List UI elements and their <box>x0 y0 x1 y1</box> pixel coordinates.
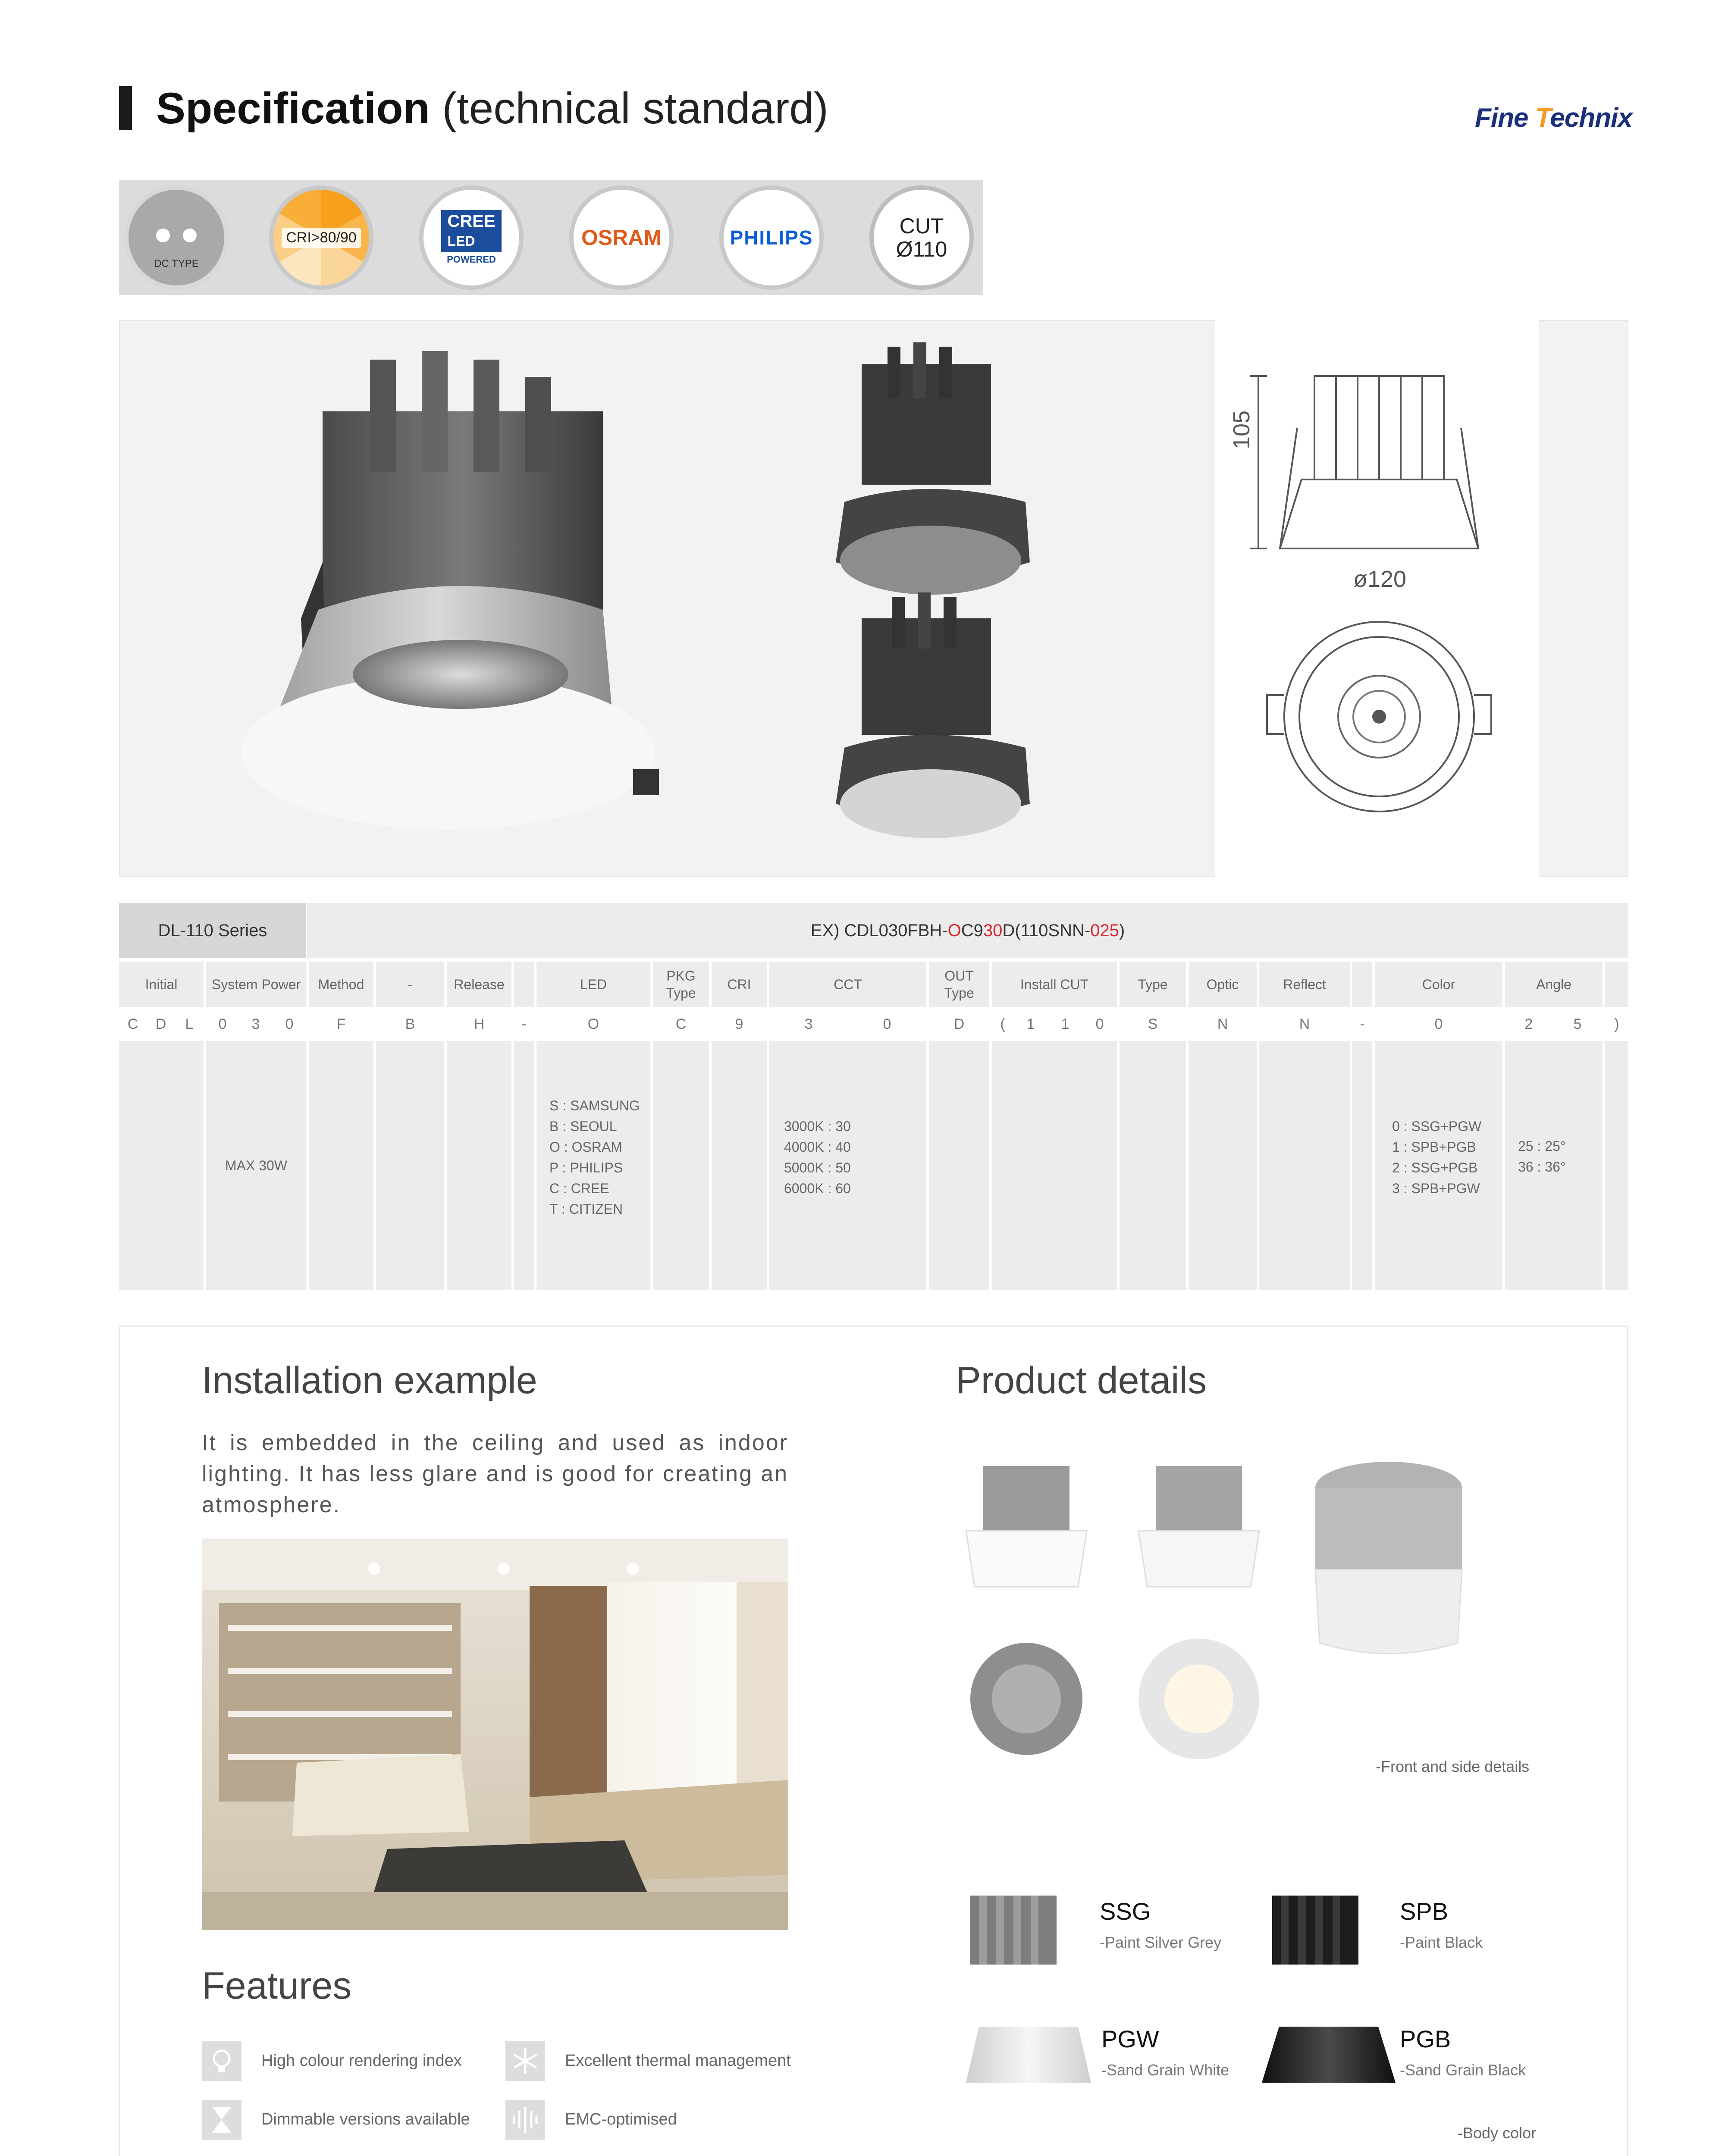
feature-label: Dimmable versions available <box>261 2110 470 2128</box>
cct-option: 6000K : 60 <box>784 1181 851 1196</box>
col-dash: - <box>376 962 444 1007</box>
detail-angle <box>1505 1041 1603 1290</box>
cct-option: 3000K : 30 <box>784 1119 851 1134</box>
diameter-dimension: ø120 <box>1353 566 1407 592</box>
code-letter: D <box>155 1015 166 1032</box>
color-code-pgb: PGB <box>1400 2025 1451 2053</box>
wave-icon <box>505 2100 545 2140</box>
title-strong: Specification <box>156 84 430 133</box>
col-angle: Angle <box>1505 962 1603 1007</box>
code-letter: N <box>1299 1015 1310 1032</box>
code-letter: 1 <box>1061 1015 1070 1032</box>
series-name: DL-110 Series <box>119 903 306 958</box>
technical-drawing <box>1215 320 1539 877</box>
example-code: EX) CDL030FBH- O C9 30 D(110SNN- 025 ) <box>307 903 1628 958</box>
led-option: S : SAMSUNG <box>549 1098 640 1113</box>
detail-reflect <box>1259 1041 1350 1290</box>
room-photo-image <box>202 1539 788 1930</box>
col-pkg-type: PKG Type <box>653 962 709 1007</box>
brand-logo <box>1475 103 1632 133</box>
color-code-spb: SPB <box>1400 1898 1449 1925</box>
cri-label: CRI>80/90 <box>282 228 361 248</box>
code-letter: ) <box>1614 1015 1619 1032</box>
features-title: Features <box>202 1964 352 2007</box>
hourglass-icon <box>202 2100 242 2140</box>
color-option: 1 : SPB+PGB <box>1392 1139 1476 1155</box>
cree-top: CREE <box>447 212 496 231</box>
code-letter: - <box>521 1015 527 1032</box>
cct-option: 4000K : 40 <box>784 1139 851 1155</box>
col-optic: Optic <box>1189 962 1257 1007</box>
code-letter: 0 <box>1095 1015 1104 1032</box>
color-desc-pgb: -Sand Grain Black <box>1400 2061 1526 2079</box>
code-letter: H <box>474 1015 485 1032</box>
body-color-caption: -Body color <box>1458 2124 1537 2142</box>
detail-gap-3 <box>1605 1041 1628 1290</box>
color-option: 0 : SSG+PGW <box>1392 1119 1482 1134</box>
col-method: Method <box>309 962 373 1007</box>
col-type: Type <box>1120 962 1186 1007</box>
code-letter: O <box>587 1015 599 1032</box>
code-letter: 0 <box>218 1015 227 1032</box>
detail-optic <box>1189 1041 1257 1290</box>
dimension-drawing <box>1215 320 1539 877</box>
col-gap-3 <box>1605 962 1628 1007</box>
cct-option: 5000K : 50 <box>784 1160 851 1175</box>
philips-logo: PHILIPS <box>730 226 813 249</box>
led-option: C : CREE <box>549 1181 609 1196</box>
angle-option: 25 : 25° <box>1518 1138 1566 1154</box>
brand-text-2: T <box>1535 103 1550 133</box>
color-code-pgw: PGW <box>1101 2025 1159 2053</box>
installation-title: Installation example <box>202 1359 537 1401</box>
cut-size-badge <box>869 185 974 290</box>
cree-badge <box>419 185 524 290</box>
col-system-power: System Power <box>206 962 306 1007</box>
title-light: (technical standard) <box>442 84 828 133</box>
code-letter: 2 <box>1524 1015 1533 1032</box>
detail-gap-1 <box>514 1041 534 1290</box>
code-letter: 9 <box>735 1015 743 1032</box>
led-option: O : OSRAM <box>549 1139 622 1155</box>
code-letter: 3 <box>804 1015 813 1032</box>
code-letter: D <box>953 1015 965 1032</box>
detail-pkg <box>653 1041 709 1290</box>
height-dimension: 105 <box>1229 410 1255 449</box>
code-letter: B <box>405 1015 415 1032</box>
col-color: Color <box>1375 962 1502 1007</box>
code-letter: L <box>185 1015 194 1032</box>
detail-cri <box>712 1041 767 1290</box>
detail-install <box>992 1041 1117 1290</box>
osram-badge <box>569 185 674 290</box>
detail-type <box>1120 1041 1186 1290</box>
code-letter: C <box>675 1015 687 1032</box>
col-led: LED <box>536 962 650 1007</box>
cree-powered: POWERED <box>447 254 496 265</box>
detail-power: MAX 30W <box>206 1041 306 1290</box>
code-letter: N <box>1217 1015 1228 1032</box>
color-desc-spb: -Paint Black <box>1400 1934 1483 1951</box>
col-reflect: Reflect <box>1259 962 1350 1007</box>
code-letter: 1 <box>1026 1015 1035 1032</box>
detail-gap-2 <box>1352 1041 1372 1290</box>
pgb-swatch <box>1258 2022 1400 2087</box>
detail-led <box>536 1041 650 1290</box>
detail-color <box>1375 1041 1502 1290</box>
led-option: P : PHILIPS <box>549 1160 623 1175</box>
col-cct: CCT <box>769 962 926 1007</box>
color-desc-pgw: -Sand Grain White <box>1101 2061 1229 2079</box>
code-letter: S <box>1148 1015 1158 1032</box>
spb-swatch <box>1268 1891 1363 1969</box>
color-code-ssg: SSG <box>1100 1898 1151 1925</box>
code-letter: 5 <box>1573 1015 1582 1032</box>
product-details-title: Product details <box>956 1359 1207 1401</box>
installation-room-photo <box>202 1539 788 1930</box>
product-detail-images <box>949 1457 1570 1768</box>
color-desc-ssg: -Paint Silver Grey <box>1100 1934 1222 1951</box>
installation-text: It is embedded in the ceiling and used as indoor lighting. It has less glare and is good for creating an atmosphere. <box>202 1430 788 1517</box>
cree-led: LED <box>447 233 475 249</box>
philips-badge <box>719 185 824 290</box>
cree-logo <box>441 210 501 252</box>
detail-out <box>929 1041 989 1290</box>
code-letter: 3 <box>251 1015 260 1032</box>
angle-option: 36 : 36° <box>1518 1159 1566 1175</box>
bulb-icon <box>202 2041 242 2081</box>
code-letter: 0 <box>285 1015 294 1032</box>
dc-type-badge <box>124 185 229 290</box>
code-letter: 0 <box>1434 1015 1443 1032</box>
col-gap-2 <box>1352 962 1372 1007</box>
front-side-caption: -Front and side details <box>1376 1758 1530 1775</box>
col-release: Release <box>447 962 511 1007</box>
dc-plug-icon <box>156 229 197 242</box>
color-option: 3 : SPB+PGW <box>1392 1181 1480 1196</box>
detail-method <box>309 1041 373 1290</box>
feature-label: EMC-optimised <box>565 2110 677 2128</box>
feature-label: Excellent thermal management <box>565 2052 791 2070</box>
detail-initial <box>119 1041 204 1290</box>
detail-release <box>447 1041 511 1290</box>
brand-text-1: Fine <box>1475 103 1535 133</box>
ssg-swatch <box>966 1891 1061 1969</box>
osram-logo: OSRAM <box>581 226 662 250</box>
cri-badge <box>269 185 373 290</box>
page-title <box>156 80 828 136</box>
led-option: T : CITIZEN <box>549 1201 623 1217</box>
col-gap-1 <box>514 962 534 1007</box>
code-letter: C <box>127 1015 138 1032</box>
code-letter: 0 <box>883 1015 891 1032</box>
dc-type-label: DC TYPE <box>154 258 199 270</box>
brand-text-3: echnix <box>1550 103 1632 133</box>
detail-cct <box>769 1041 926 1290</box>
col-install-cut: Install CUT <box>992 962 1117 1007</box>
detail-dash <box>376 1041 444 1290</box>
code-letter: F <box>336 1015 346 1032</box>
feature-badges <box>119 180 983 295</box>
color-option: 2 : SSG+PGB <box>1392 1160 1478 1175</box>
snowflake-icon <box>505 2041 545 2081</box>
feature-label: High colour rendering index <box>261 2052 462 2070</box>
cut-size-text: CUT Ø110 <box>896 214 947 261</box>
col-cri: CRI <box>712 962 767 1007</box>
pgw-swatch <box>962 2022 1095 2087</box>
code-letter: ( <box>1000 1015 1005 1032</box>
code-letter: - <box>1360 1015 1365 1032</box>
col-out-type: OUT Type <box>929 962 989 1007</box>
col-initial: Initial <box>119 962 204 1007</box>
spec-code-table <box>119 903 1628 1290</box>
led-option: B : SEOUL <box>549 1119 617 1134</box>
title-accent-bar <box>119 86 132 130</box>
